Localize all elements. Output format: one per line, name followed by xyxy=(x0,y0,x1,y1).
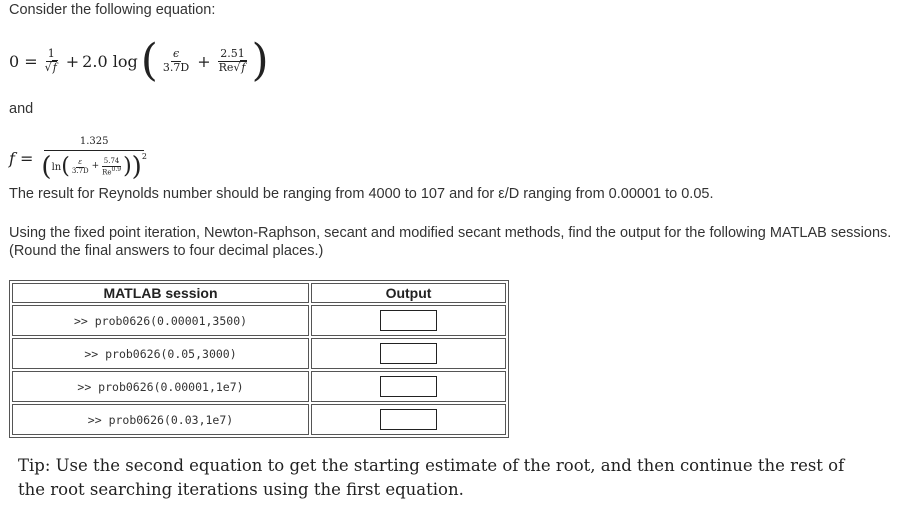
eq2-num: 1.325 xyxy=(44,136,145,151)
eq1-sqrt-f: f xyxy=(52,60,57,74)
eq2-eps: ε xyxy=(78,158,83,167)
eq2-re-term xyxy=(100,167,123,177)
eq1-term1 xyxy=(43,48,60,73)
table-row xyxy=(12,305,506,336)
eq1-term3 xyxy=(217,48,249,73)
swamee-jain-equation xyxy=(9,136,149,182)
eq2-fraction xyxy=(39,136,149,182)
eq2-inner-lparen: ( xyxy=(61,154,70,180)
eq1-left-paren: ( xyxy=(140,35,158,86)
eq1-lhs: 0 = xyxy=(9,51,38,71)
eq1-den1: 3.7D xyxy=(162,60,190,74)
eq2-pow: 2 xyxy=(141,152,147,161)
eq1-plus: + xyxy=(65,51,80,71)
output-input[interactable] xyxy=(380,409,437,430)
table-row xyxy=(12,371,506,402)
output-cell xyxy=(311,338,506,369)
output-input[interactable] xyxy=(380,376,437,397)
eq2-term2 xyxy=(100,158,123,177)
eq1-den2-f: f xyxy=(241,60,246,74)
session-command: >> prob0626(0.03,1e7) xyxy=(12,404,309,435)
eq2-plus: + xyxy=(91,161,100,172)
colebrook-equation xyxy=(9,35,269,86)
eq2-lhs: f = xyxy=(9,149,34,169)
eq1-term2 xyxy=(161,48,191,73)
intro-text: Consider the following equation: xyxy=(9,2,216,18)
eq1-eps: ϵ xyxy=(172,47,180,61)
matlab-sessions-table xyxy=(9,280,509,438)
range-text: The result for Reynolds number should be ranging from 4000 to 107 and for ε/D ranging from 0.00001 to 0.05. xyxy=(9,186,714,202)
output-input[interactable] xyxy=(380,310,437,331)
table-row xyxy=(12,404,506,435)
eq1-coef: 2.0 log xyxy=(82,51,138,71)
eq2-re: Re xyxy=(102,167,112,176)
eq2-ln: ln xyxy=(51,161,62,173)
tip-text: Tip: Use the second equation to get the starting estimate of the root, and then continue the rest of the root searching iterations using the first equation. xyxy=(18,456,845,499)
eq1-right-paren: ) xyxy=(251,35,269,86)
eq2-term1 xyxy=(70,159,91,175)
table-row xyxy=(12,338,506,369)
eq1-sqrt-f-term: √f xyxy=(44,60,57,74)
eq1-plus2: + xyxy=(197,51,211,71)
eq2-inner-rparen: ) xyxy=(123,154,132,180)
session-command: >> prob0626(0.00001,1e7) xyxy=(12,371,309,402)
and-text: and xyxy=(9,101,34,117)
eq2-outer-lparen: ( xyxy=(41,152,52,182)
header-output: Output xyxy=(311,283,506,303)
eq2-den xyxy=(39,151,149,182)
session-command: >> prob0626(0.00001,3500) xyxy=(12,305,309,336)
eq2-exp: 0.9 xyxy=(111,165,122,173)
header-matlab-session: MATLAB session xyxy=(12,283,309,303)
eq1-one: 1 xyxy=(47,47,55,61)
output-cell xyxy=(311,371,506,402)
eq2-den1: 3.7D xyxy=(71,166,89,175)
table-header-row xyxy=(12,283,506,303)
eq1-re: Re xyxy=(218,60,234,74)
output-cell xyxy=(311,404,506,435)
eq2-num2: 5.74 xyxy=(103,156,120,165)
eq2-outer-rparen: ) xyxy=(131,152,142,182)
eq1-num2: 2.51 xyxy=(220,47,245,61)
eq1-den2: Re√f xyxy=(218,60,246,74)
methods-text: Using the fixed point iteration, Newton-Raphson, secant and modified secant methods, find the output for the following MATLAB sessions. (Round the final answers to four decimal places.) xyxy=(9,225,892,259)
output-input[interactable] xyxy=(380,343,437,364)
session-command: >> prob0626(0.05,3000) xyxy=(12,338,309,369)
output-cell xyxy=(311,305,506,336)
